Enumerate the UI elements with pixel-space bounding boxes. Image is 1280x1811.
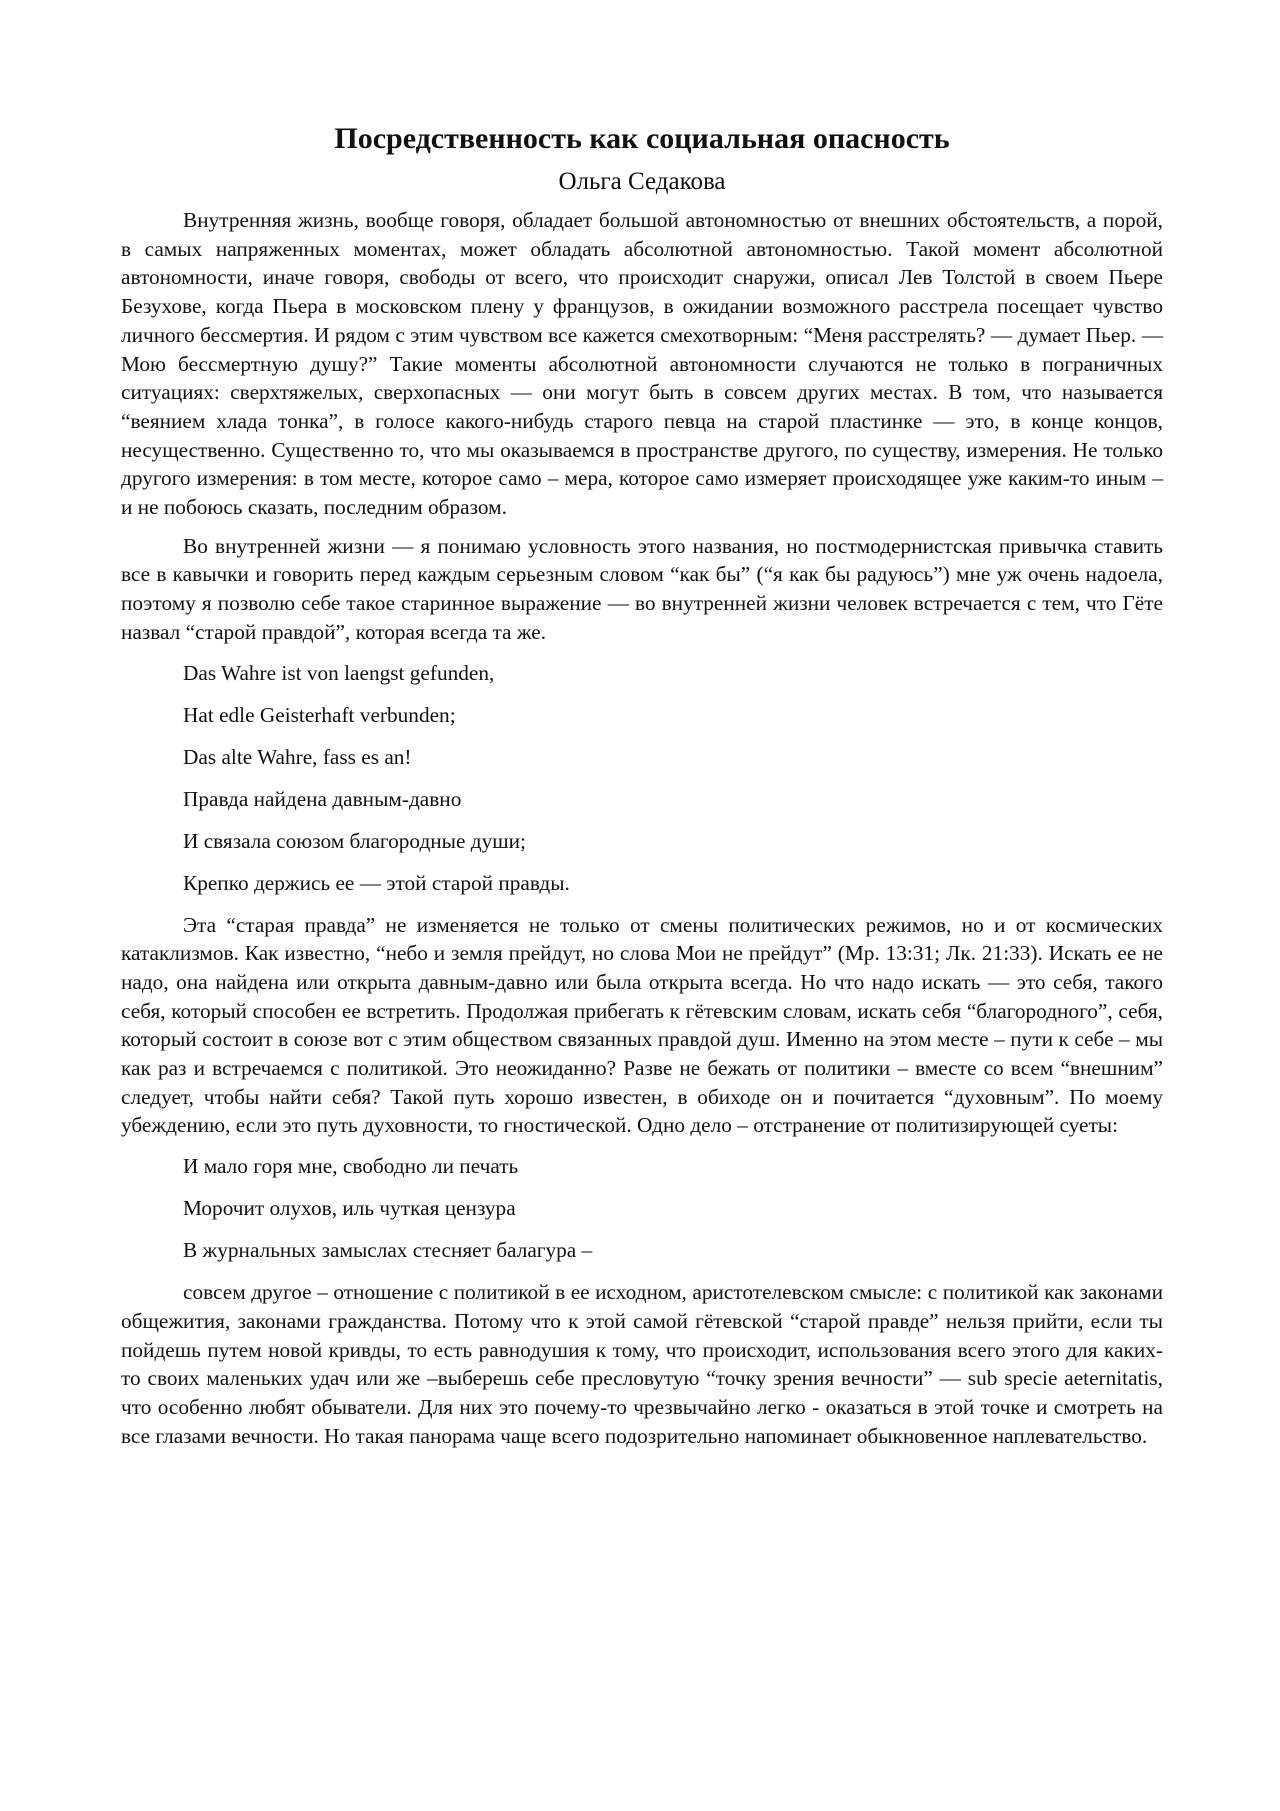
- document-page: [121, 118, 1163, 1460]
- pushkin-verse: [121, 1152, 1163, 1265]
- document-title: Посредственность как социальная опасность: [334, 122, 950, 155]
- verse-line: Морочит олухов, иль чуткая цензура: [183, 1196, 516, 1221]
- author-name: Ольга Седакова: [558, 168, 726, 195]
- verse-line: И мало горя мне, свободно ли печать: [183, 1154, 519, 1179]
- verse-line: Крепко держись ее — этой старой правды.: [183, 870, 570, 895]
- goethe-verse: [121, 659, 1163, 898]
- paragraph-2: Во внутренней жизни — я понимаю условность этого названия, но постмодернистская привычка ставить все в кавычки и говорить перед каждым серьезным словом “как бы” (“я как бы радуюсь”) мне уж очень надоела, поэтому я позволю себе такое старинное выражение — во внутренней жизни человек встречается с тем, что Гёте назвал “старой правдой”, которая всегда та же.: [121, 533, 1163, 644]
- paragraph-1: Внутренняя жизнь, вообще говоря, обладает большой автономностью от внешних обстоятельств, а порой, в самых напряженных моментах, может обладать абсолютной автономностью. Такой момент абсолютной автономности, иначе говоря, свободы от всего, что происходит снаружи, описал Лев Толстой в своем Пьере Безухове, когда Пьера в московском плену у французов, в ожидании возможного расстрела посещает чувство личного бессмертия. И рядом с этим чувством все кажется смехотворным: “Меня расстрелять? — думает Пьер. — Мою бессмертную душу?” Такие моменты абсолютной автономности случаются не только в пограничных ситуациях: сверхтяжелых, сверхопасных — они могут быть в совсем других местах. В том, что называется “веянием хлада тонка”, в голосе какого-нибудь старого певца на старой пластинке — это, в конце концов, несущественно. Существенно то, что мы оказываемся в пространстве другого, по существу, измерения. Не только другого измерения: в том месте, которое само – мера, которое само измеряет происходящее уже каким-то иным – и не побоюсь сказать, последним образом.: [121, 208, 1163, 520]
- verse-line: В журнальных замыслах стесняет балагура –: [183, 1238, 593, 1263]
- paragraph-4: совсем другое – отношение с политикой в ее исходном, аристотелевском смысле: с политикой как законами общежития, законами гражданства. Потому что к этой самой гётевской “старой правде” нельзя прийти, если ты пойдешь путем новой кривды, то есть равнодушия к тому, что происходит, использования всего этого для каких-то своих маленьких удач или же –выберешь себе пресловутую “точку зрения вечности” — sub specie aeternitatis, что особенно любят обыватели. Для них это почему-то чрезвычайно легко - оказаться в этой точке и смотреть на все глазами вечности. Но такая панорама чаще всего подозрительно напоминает обыкновенное наплевательство.: [121, 1280, 1163, 1448]
- verse-line: И связала союзом благородные души;: [183, 828, 526, 853]
- paragraph-3: Эта “старая правда” не изменяется не только от смены политических режимов, но и от космических катаклизмов. Как известно, “небо и земля прейдут, но слова Мои не прейдут” (Мр. 13:31; Лк. 21:33). Искать ее не надо, она найдена или открыта давным-давно или была открыта всегда. Но что надо искать — это себя, такого себя, который способен ее встретить. Продолжая прибегать к гётевским словам, искать себя “благородного”, себя, который состоит в союзе вот с этим обществом связанных правдой душ. Именно на этом месте – пути к себе – мы как раз и встречаемся с политикой. Это неожиданно? Разве не бежать от политики – вместе со всем “внешним” следует, чтобы найти себя? Такой путь хорошо известен, в обиходе он и почитается “духовным”. По моему убеждению, если это путь духовности, то гностической. Одно дело – отстранение от политизирующей суеты:: [121, 912, 1163, 1138]
- verse-line: Правда найдена давным-давно: [183, 786, 462, 811]
- verse-line: Hat edle Geisterhaft verbunden;: [183, 702, 456, 727]
- verse-line: Das Wahre ist von laengst gefunden,: [183, 660, 495, 685]
- verse-line: Das alte Wahre, fass es an!: [183, 744, 412, 769]
